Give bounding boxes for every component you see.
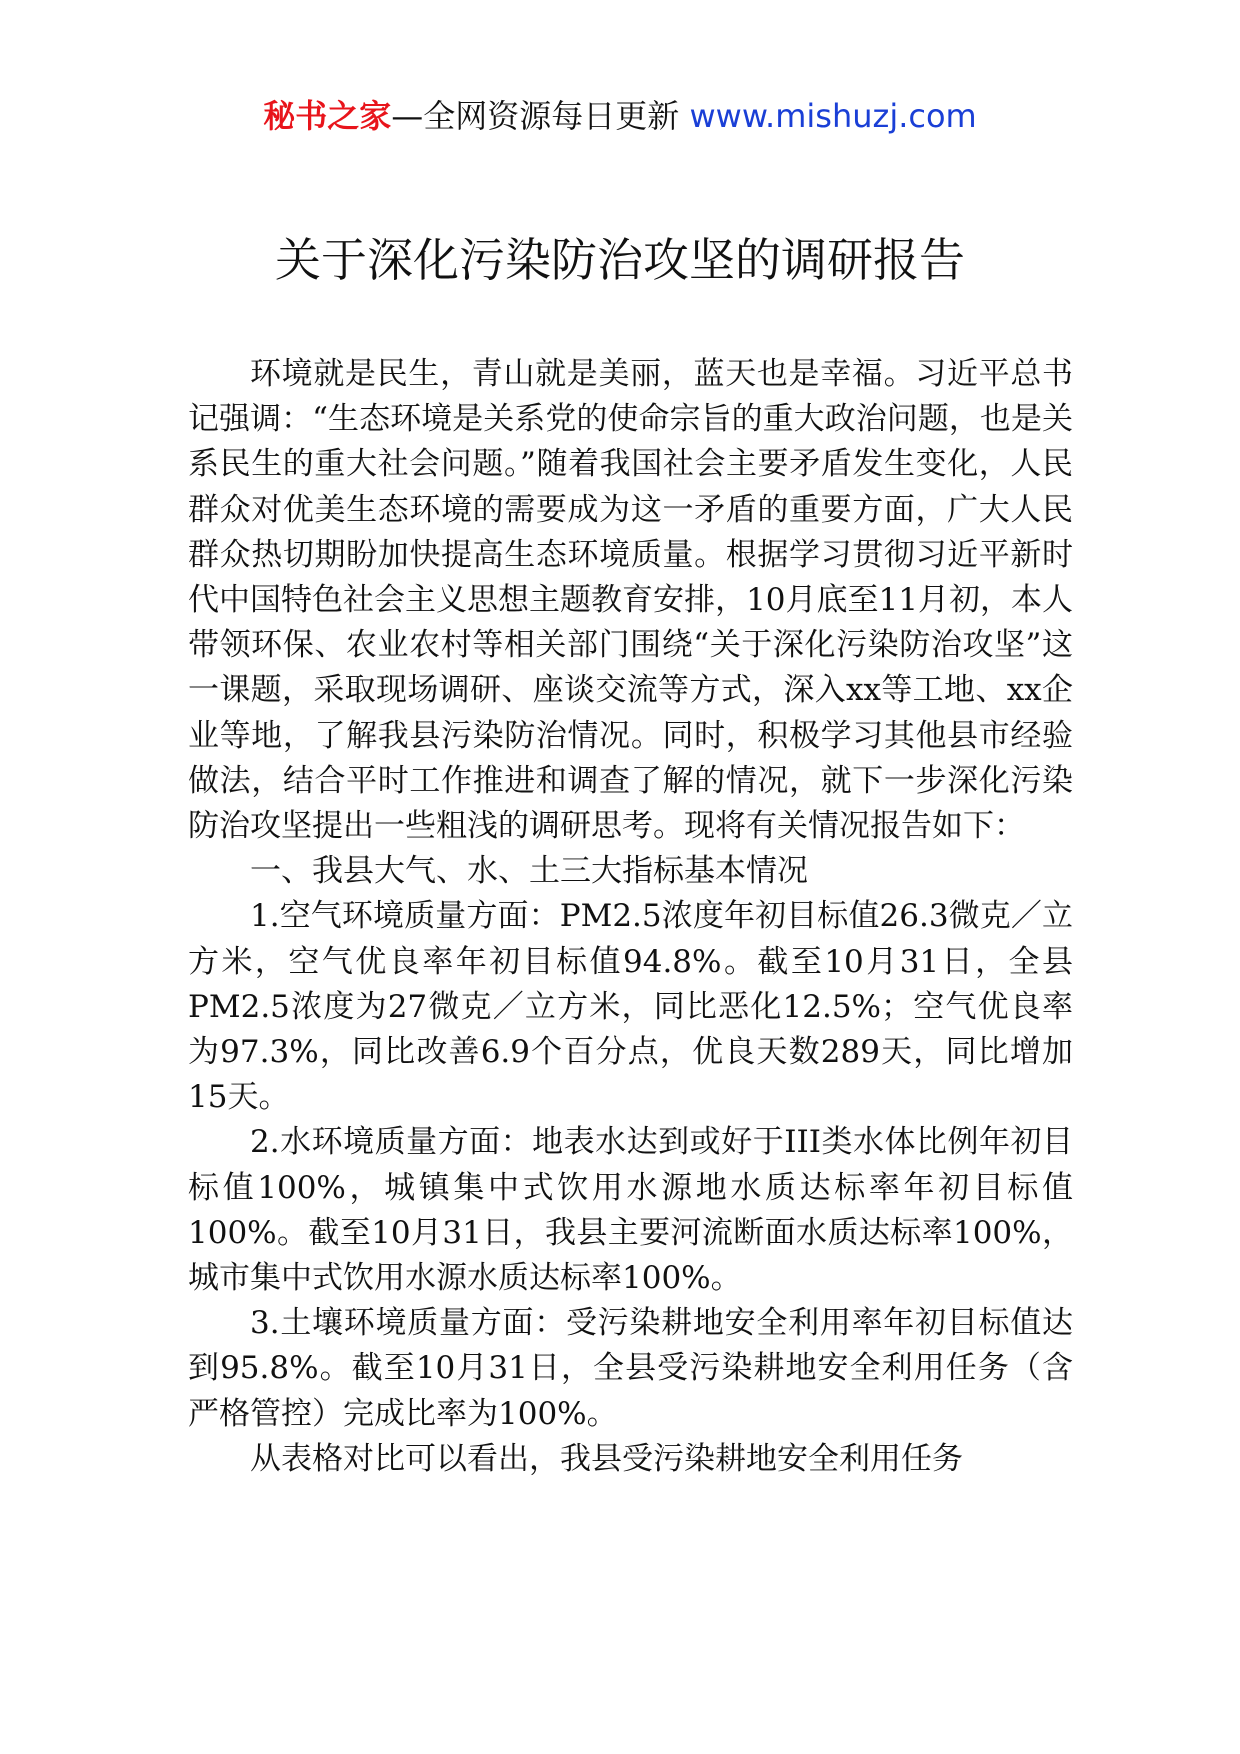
site-header xyxy=(0,96,1240,136)
paragraph-soil-quality: 3.土壤环境质量方面：受污染耕地安全利用率年初目标值达到95.8%。截至10月31日，全县受污染耕地安全利用任务（含严格管控）完成比率为100%。 xyxy=(188,1305,1073,1432)
paragraph-air-quality: 1.空气环境质量方面：PM2.5浓度年初目标值26.3微克／立方米，空气优良率年初目标值94.8%。截至10月31日，全县PM2.5浓度为27微克／立方米，同比恶化12.5%；空气优良率为97.3%，同比改善6.9个百分点，优良天数289天，同比增加15天。 xyxy=(188,898,1073,1116)
paragraph-table-comparison: 从表格对比可以看出，我县受污染耕地安全利用任务 xyxy=(250,1440,963,1477)
paragraph-intro: 环境就是民生，青山就是美丽，蓝天也是幸福。习近平总书记强调：“生态环境是关系党的使命宗旨的重大政治问题，也是关系民生的重大社会问题。”随着我国社会主要矛盾发生变化，人民群众对优美生态环境的需要成为这一矛盾的重要方面，广大人民群众热切期盼加快提高生态环境质量。根据学习贯彻习近平新时代中国特色社会主义思想主题教育安排，10月底至11月初，本人带领环保、农业农村等相关部门围绕“关于深化污染防治攻坚”这一课题，采取现场调研、座谈交流等方式，深入xx等工地、xx企业等地，了解我县污染防治情况。同时，积极学习其他县市经验做法，结合平时工作推进和调查了解的情况，就下一步深化污染防治攻坚提出一些粗浅的调研思考。现将有关情况报告如下： xyxy=(188,356,1073,845)
document-body xyxy=(188,352,1073,1482)
document-title: 关于深化污染防治攻坚的调研报告 xyxy=(275,233,965,287)
site-brand: 秘书之家 xyxy=(263,97,392,135)
paragraph-water-quality: 2.水环境质量方面：地表水达到或好于III类水体比例年初目标值100%，城镇集中式饮用水源地水质达标率年初目标值100%。截至10月31日，我县主要河流断面水质达标率100%，城市集中式饮用水源水质达标率100%。 xyxy=(188,1124,1073,1297)
site-url-link[interactable]: www.mishuzj.com xyxy=(689,97,977,135)
site-tagline: —全网资源每日更新 xyxy=(391,97,690,135)
section-heading: 一、我县大气、水、土三大指标基本情况 xyxy=(250,853,808,890)
